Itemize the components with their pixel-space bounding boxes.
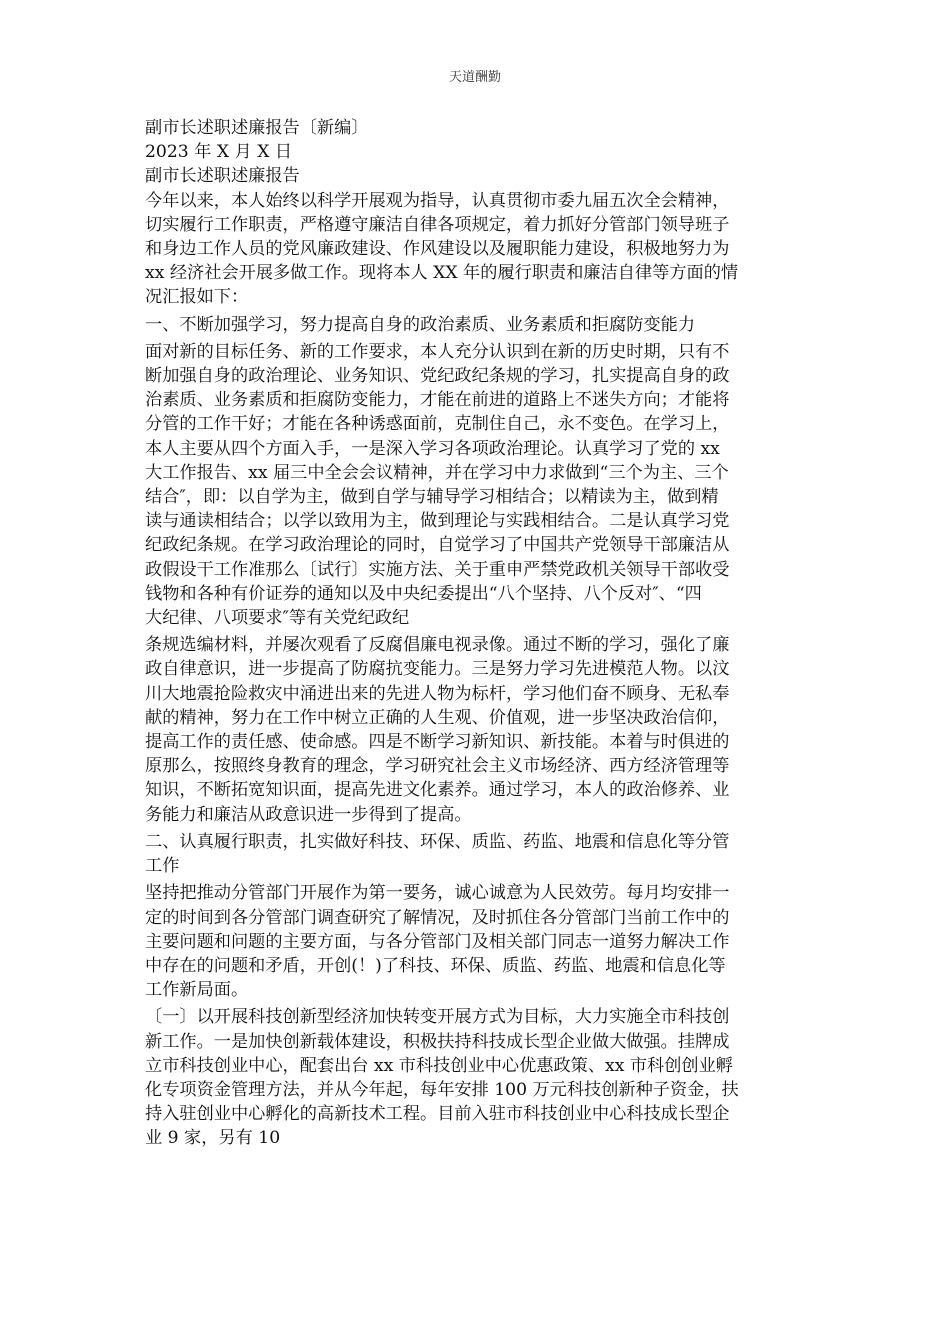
text-line: 治素质、业务素质和拒腐防变能力，才能在前进的道路上不迷失方向；才能将 [145, 390, 730, 411]
text-line: 政自律意识，进一步提高了防腐抗变能力。三是努力学习先进模范人物。以汶 [145, 659, 730, 680]
text-line: 立市科技创业中心，配套出台 xx 市科技创业中心优惠政策、xx 市科创创业孵 [145, 1055, 733, 1076]
text-line: 持入驻创业中心孵化的高新技术工程。目前入驻市科技创业中心科技成长型企 [145, 1104, 730, 1125]
text-line: 结合″，即：以自学为主，做到自学与辅导学习相结合；以精读为主，做到精 [145, 487, 719, 508]
text-line: 化专项资金管理方法，并从今年起，每年安排 100 万元科技创新种子资金，扶 [145, 1079, 739, 1100]
text-line: 献的精神，努力在工作中树立正确的人生观、价值观，进一步坚决政治信仰， [145, 707, 730, 728]
paragraph [145, 189, 810, 310]
text-line: 一、不断加强学习，努力提高自身的政治素质、业务素质和拒腐防变能力 [145, 314, 696, 335]
text-line: 二、认真履行职责，扎实做好科技、环保、质监、药监、地震和信息化等分管 [145, 831, 730, 852]
text-line: 提高工作的责任感、使命感。四是不断学习新知识、新技能。本着与时俱进的 [145, 732, 730, 753]
text-line: 知识，不断拓宽知识面，提高先进文化素养。通过学习，本人的政治修养、业 [145, 780, 730, 801]
text-line: 业 9 家，另有 10 [145, 1128, 281, 1149]
text-line: 大工作报告、xx 届三中全会会议精神，并在学习中力求做到“三个为主、三个 [145, 462, 729, 483]
text-line: 工作新局面。 [145, 980, 249, 1001]
text-line: 大纪律、八项要求″等有关党纪政纪 [145, 608, 410, 629]
paragraph [145, 1005, 810, 1150]
text-line: 主要问题和问题的主要方面，与各分管部门及相关部门同志一道努力解决工作 [145, 931, 730, 952]
text-line: 况汇报如下： [145, 287, 249, 308]
text-line: 川大地震抢险救灾中涌进出来的先进人物为标杆，学习他们奋不顾身、无私奉 [145, 683, 730, 704]
text-line: 政假设干工作准那么〔试行〕实施方法、关于重申严禁党政机关领导干部收受 [145, 559, 730, 580]
text-line: 面对新的目标任务、新的工作要求，本人充分认识到在新的历史时期，只有不 [145, 341, 730, 362]
text-line: 新工作。一是加快创新载体建设，积极扶持科技成长型企业做大做强。挂牌成 [145, 1031, 730, 1052]
text-line: 今年以来，本人始终以科学开展观为指导，认真贯彻市委九届五次全会精神， [145, 190, 730, 211]
document-title: 副市长述职述廉报告〔新编〕 [145, 118, 369, 138]
text-line: 纪政纪条规。在学习政治理论的同时，自觉学习了中国共产党领导干部廉洁从 [145, 535, 730, 556]
paragraph [145, 881, 810, 1002]
text-line: 断加强自身的政治理论、业务知识、党纪政纪条规的学习，扎实提高自身的政 [145, 366, 730, 387]
text-line: 切实履行工作职责，严格遵守廉洁自律各项规定，着力抓好分管部门领导班子 [145, 214, 730, 235]
text-line: 中存在的问题和矛盾，开创(！)了科技、环保、质监、药监、地震和信息化等 [145, 955, 726, 976]
text-line: 分管的工作干好；才能在各种诱惑面前，克制住自己，永不变色。在学习上， [145, 414, 730, 435]
text-line: 和身边工作人员的党风廉政建设、作风建设以及履职能力建设，积极地努力为 [145, 239, 730, 260]
text-line: 定的时间到各分管部门调查研究了解情况，及时抓住各分管部门当前工作中的 [145, 907, 730, 928]
document-date: 2023 年 X 月 X 日 [145, 142, 293, 163]
text-line: 条规选编材料，并屡次观看了反腐倡廉电视录像。通过不断的学习，强化了廉 [145, 635, 730, 656]
text-line: 坚持把推动分管部门开展作为第一要务，诚心诚意为人民效劳。每月均安排一 [145, 883, 730, 904]
paragraph [145, 633, 810, 827]
text-line: 本人主要从四个方面入手，一是深入学习各项政治理论。认真学习了党的 xx [145, 438, 720, 459]
text-line: 原那么，按照终身教育的理念，学习研究社会主义市场经济、西方经济管理等 [145, 756, 730, 777]
text-line: 〔一〕以开展科技创新型经济加快转变开展方式为目标，大力实施全市科技创 [145, 1007, 730, 1028]
document-body [145, 116, 810, 1154]
text-line: xx 经济社会开展多做工作。现将本人 XX 年的履行职责和廉洁自律等方面的情 [145, 263, 739, 284]
paragraph [145, 340, 810, 630]
paragraph [145, 830, 810, 878]
paragraph [145, 313, 810, 337]
paragraph-list [145, 189, 810, 1151]
page-header: 天道酬勤 [448, 70, 501, 85]
text-line: 读与通读相结合；以学以致用为主，做到理论与实践相结合。二是认真学习党 [145, 511, 730, 532]
document-subtitle: 副市长述职述廉报告 [145, 166, 300, 187]
text-line: 钱物和各种有价证券的通知以及中央纪委提出“八个坚持、八个反对″、“四 [145, 583, 702, 604]
text-line: 务能力和廉洁从政意识进一步得到了提高。 [145, 804, 472, 825]
text-line: 工作 [145, 856, 180, 877]
